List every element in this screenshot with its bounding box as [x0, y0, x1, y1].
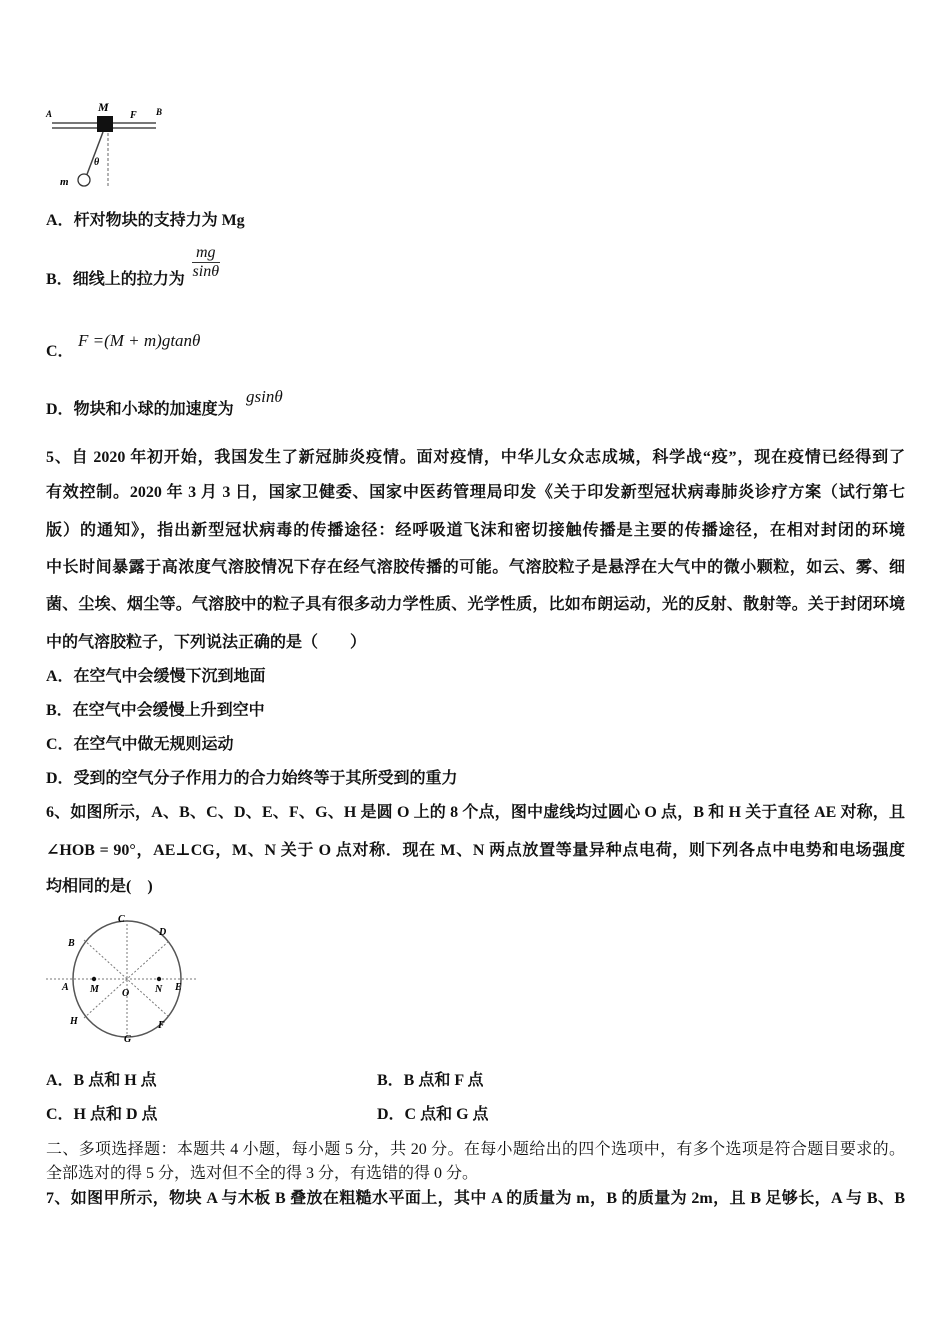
q4-option-b: B．细线上的拉力为	[46, 271, 185, 288]
svg-text:B: B	[156, 107, 163, 117]
svg-text:N: N	[155, 984, 163, 995]
svg-text:θ: θ	[94, 157, 100, 168]
svg-text:A: A	[62, 982, 69, 993]
q5-stem-line: 有效控制。2020 年 3 月 3 日，国家卫健委、国家中医药管理局印发《关于印发新型冠状病毒肺炎诊疗方案（试行第七	[46, 484, 905, 501]
svg-text:O: O	[122, 988, 130, 999]
svg-text:M: M	[90, 984, 99, 995]
q4-option-d: D．物块和小球的加速度为	[46, 401, 234, 418]
q4-option-a: A．杆对物块的支持力为 Mg	[46, 212, 245, 229]
svg-text:F: F	[158, 1020, 165, 1031]
svg-text:M: M	[98, 100, 109, 114]
q6-option-c: C．H 点和 D 点	[46, 1106, 158, 1123]
q4-option-d-formula: gsinθ	[246, 387, 283, 406]
svg-text:A: A	[46, 109, 53, 119]
q4-option-c-formula: F =(M + m)gtanθ	[78, 331, 201, 350]
q5-option-d: D．受到的空气分子作用力的合力始终等于其所受到的重力	[46, 770, 458, 787]
q7-stem-line: 7、如图甲所示，物块 A 与木板 B 叠放在粗糙水平面上，其中 A 的质量为 m，B 的质量为 2m，且 B 足够长，A 与 B、B	[46, 1190, 905, 1207]
svg-text:m: m	[60, 176, 69, 188]
svg-text:H: H	[70, 1016, 78, 1027]
q6-option-a: A．B 点和 H 点	[46, 1072, 157, 1089]
section-heading-line: 全部选对的得 5 分，选对但不全的得 3 分，有选错的得 0 分。	[46, 1165, 479, 1182]
q6-stem-line: 6、如图所示，A、B、C、D、E、F、G、H 是圆 O 上的 8 个点，图中虚线均过圆心 O 点，B 和 H 关于直径 AE 对称，且	[46, 804, 905, 821]
q6-stem-line: 均相同的是( )	[46, 878, 153, 895]
q5-option-c: C．在空气中做无规则运动	[46, 736, 234, 753]
q6-option-b: B．B 点和 F 点	[377, 1072, 484, 1089]
q6-option-d: D．C 点和 G 点	[377, 1106, 489, 1123]
q5-stem-line: 中长时间暴露于高浓度气溶胶情况下存在经气溶胶传播的可能。气溶胶粒子是悬浮在大气中的微小颗粒，如云、雾、细	[46, 559, 905, 576]
tension-fraction: $\frac{mg}{\sin\theta}$	[192, 244, 220, 280]
svg-text:E: E	[175, 982, 182, 993]
q5-stem-line: 菌、尘埃、烟尘等。气溶胶中的粒子具有很多动力学性质、光学性质，比如布朗运动，光的反射、散射等。关于封闭环境	[46, 596, 905, 613]
rod-block-pendulum-figure	[44, 95, 174, 190]
q5-option-a: A．在空气中会缓慢下沉到地面	[46, 668, 266, 685]
q5-stem-line: 中的气溶胶粒子，下列说法正确的是（ ）	[46, 634, 367, 651]
q5-stem-line: 5、自 2020 年初开始，我国发生了新冠肺炎疫情。面对疫情，中华儿女众志成城，科学战“疫”，现在疫情已经得到了	[46, 449, 905, 466]
svg-text:D: D	[159, 927, 167, 938]
q5-option-b: B．在空气中会缓慢上升到空中	[46, 702, 265, 719]
svg-text:F: F	[130, 110, 137, 121]
q6-stem-line: ∠HOB = 90°，AE⊥CG，M、N 关于 O 点对称．现在 M、N 两点放置等量异种点电荷，则下列各点中电势和电场强度	[46, 842, 905, 859]
svg-text:G: G	[124, 1034, 132, 1045]
section-heading-line: 二、多项选择题：本题共 4 小题，每小题 5 分，共 20 分。在每小题给出的四个选项中，有多个选项是符合题目要求的。	[46, 1141, 905, 1158]
circle-charges-figure	[44, 910, 204, 1045]
svg-text:B: B	[68, 938, 75, 949]
q5-stem-line: 版）的通知》，指出新型冠状病毒的传播途径：经呼吸道飞沫和密切接触传播是主要的传播途径，在相对封闭的环境	[46, 522, 905, 539]
q4-option-c-label: C．	[46, 343, 74, 360]
svg-text:C: C	[118, 914, 125, 925]
